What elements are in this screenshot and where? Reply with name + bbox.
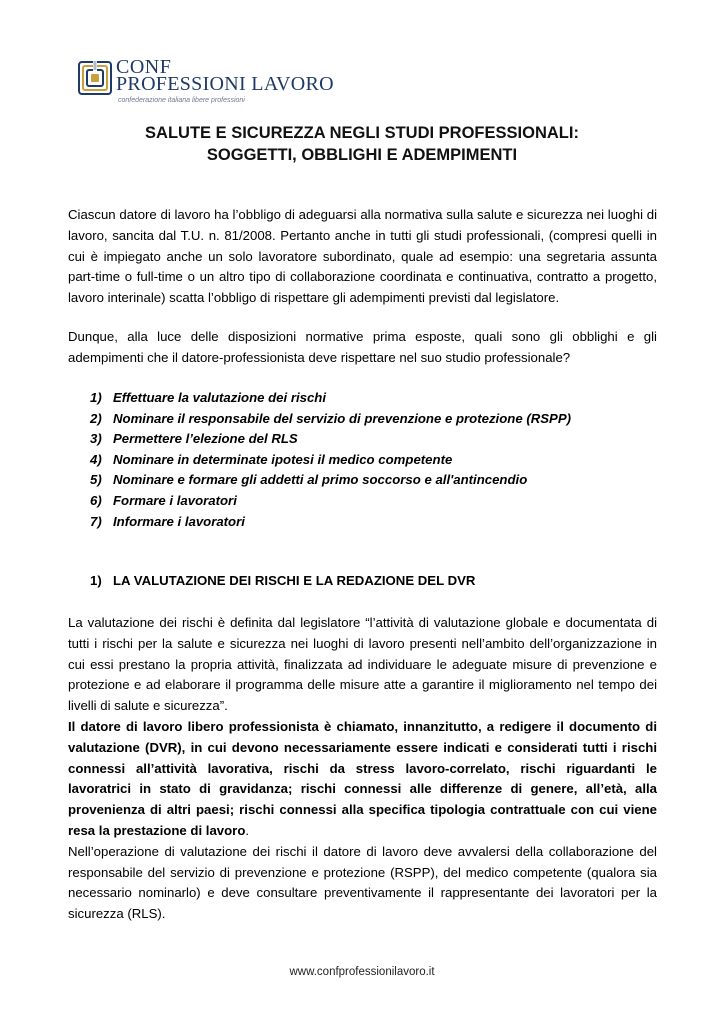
- list-item: [90, 512, 571, 533]
- section-heading: [90, 573, 475, 588]
- list-item: [90, 409, 571, 430]
- section-number: 1): [90, 573, 102, 588]
- list-item-text: Formare i lavoratori: [113, 492, 237, 508]
- list-item: [90, 450, 571, 471]
- list-item-number: 6): [90, 492, 102, 508]
- list-item-number: 2): [90, 410, 102, 426]
- list-item: [90, 491, 571, 512]
- dvr-paragraph: [68, 717, 657, 842]
- list-item-number: 1): [90, 390, 102, 405]
- section-body: [68, 613, 657, 925]
- footer-url: www.confprofessionilavoro.it: [289, 966, 435, 978]
- list-item: [90, 429, 571, 450]
- list-item-number: 3): [90, 431, 102, 447]
- labyrinth-logo-icon: [78, 61, 112, 95]
- list-item: [90, 470, 571, 491]
- confprofessioni-logo: [78, 57, 338, 109]
- list-item-text: Permettere l’elezione del RLS: [113, 431, 298, 447]
- collaboration-paragraph: Nell’operazione di valutazione dei rischi il datore di lavoro deve avvalersi della collaborazione del responsabile del servizio di prevenzione e protezione (RSPP), del medico competente (qualora sia necessario nominarlo) e deve consultare preventivamente il rappresentante dei lavoratori per la sicurezza (RLS).: [68, 843, 657, 922]
- page-title: [0, 122, 724, 166]
- list-item-text: Informare i lavoratori: [113, 513, 245, 529]
- section-heading-text: LA VALUTAZIONE DEI RISCHI E LA REDAZIONE DEL DVR: [113, 573, 476, 588]
- dvr-bold-text: Il datore di lavoro libero professionista è chiamato, innanzitutto, a redigere il documento di valutazione (DVR), in cui devono necessariamente essere indicati e considerati tutti i rischi connessi all’attività lavorativa, rischi da stress lavoro-correlato, rischi riguardanti le lavoratrici in stato di gravidanza; rischi connessi alle differenze di genere, all’età, alla provenienza di altri paesi; rischi connessi alla specifica tipologia contrattuale con cui viene resa la prestazione di lavoro: [68, 718, 657, 838]
- list-item-text: Nominare in determinate ipotesi il medico competente: [113, 451, 453, 467]
- dvr-period: .: [245, 822, 250, 838]
- question-paragraph: Dunque, alla luce delle disposizioni normative prima esposte, quali sono gli obblighi e gli adempimenti che il datore-professionista deve rispettare nel suo studio professionale?: [68, 329, 657, 365]
- title-line-2: SOGGETTI, OBBLIGHI E ADEMPIMENTI: [206, 146, 518, 164]
- title-line-1: SALUTE E SICUREZZA NEGLI STUDI PROFESSIONALI:: [145, 124, 579, 142]
- logo-line-1: CONF: [116, 56, 172, 78]
- list-item-number: 7): [90, 513, 102, 529]
- definition-paragraph: La valutazione dei rischi è definita dal legislatore “l’attività di valutazione globale e documentata di tutti i rischi per la salute e sicurezza nei luoghi di lavoro presenti nell’ambito dell’organizzazione in cui essi prestano la propria attività, finalizzata ad individuare le adeguate misure di prevenzione e protezione e ad elaborare il programma delle misure atte a garantire il miglioramento nel tempo dei livelli di salute e sicurezza”.: [68, 615, 657, 714]
- obligations-list: [90, 388, 571, 532]
- list-item-number: 4): [90, 451, 102, 467]
- list-item-text: Effettuare la valutazione dei rischi: [113, 390, 327, 405]
- list-item-number: 5): [90, 472, 102, 488]
- list-item: [90, 388, 571, 409]
- list-item-text: Nominare il responsabile del servizio di prevenzione e protezione (RSPP): [113, 410, 572, 426]
- logo-line-2: PROFESSIONI LAVORO: [116, 73, 334, 95]
- logo-tagline: confederazione italiana libere professioni: [118, 97, 245, 104]
- list-item-text: Nominare e formare gli addetti al primo soccorso e all'antincendio: [113, 472, 528, 488]
- intro-paragraph: Ciascun datore di lavoro ha l’obbligo di adeguarsi alla normativa sulla salute e sicurezza nei luoghi di lavoro, sancita dal T.U. n. 81/2008. Pertanto anche in tutti gli studi professionali, (compresi quelli in cui è impiegato anche un solo lavoratore subordinato, quale ad esempio: una segretaria assunta part-time o full-time o un altro tipo di collaborazione coordinata e continuativa, contratto a progetto, lavoro interinale) scatta l’obbligo di rispettare gli adempimenti previsti dal legislatore.: [68, 207, 657, 306]
